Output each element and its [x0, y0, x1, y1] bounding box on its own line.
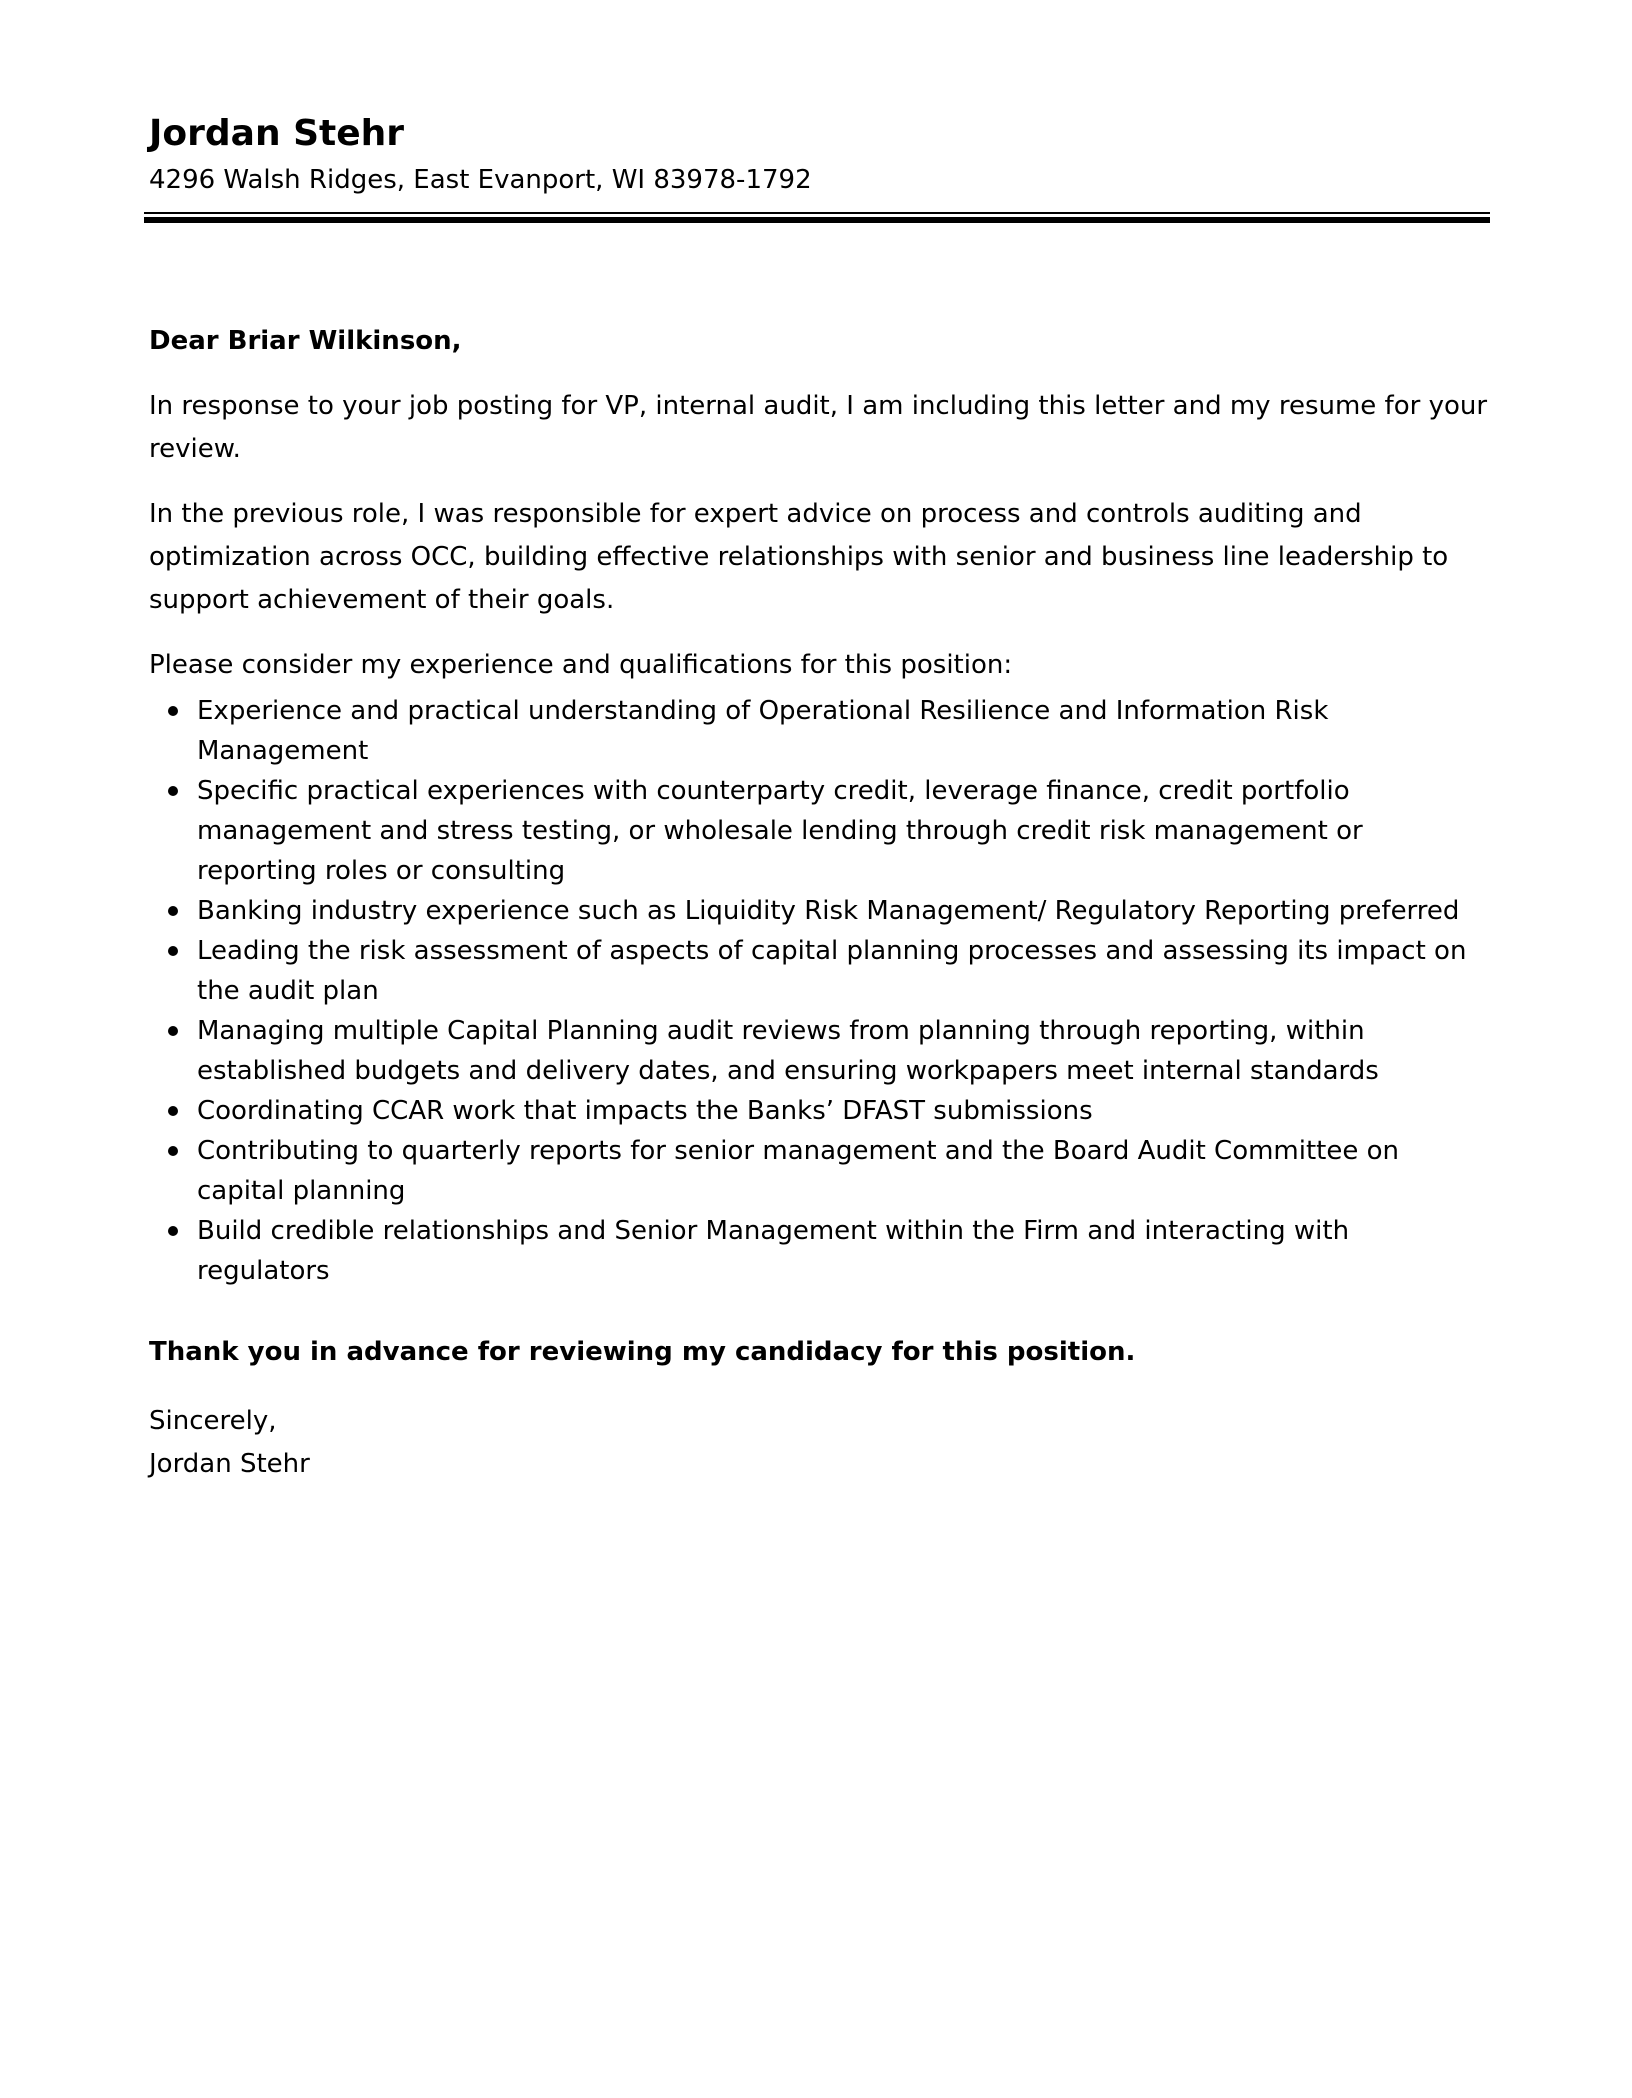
letter-body: [149, 320, 1489, 1486]
list-item: Build credible relationships and Senior Management within the Firm and interacting with regulators: [197, 1211, 1489, 1291]
letter-header: [149, 108, 1484, 200]
qualifications-list: [149, 691, 1489, 1291]
paragraph-previous-role: In the previous role, I was responsible for expert advice on process and controls auditing and optimization across OCC, building effective relationships with senior and business line leadership to support achievement of their goals.: [149, 499, 1449, 615]
list-item: Coordinating CCAR work that impacts the Banks’ DFAST submissions: [197, 1091, 1489, 1131]
signoff: Sincerely,: [149, 1406, 277, 1436]
bullet-icon: [168, 1146, 178, 1156]
signoff-block: [149, 1400, 1489, 1486]
signature-name: Jordan Stehr: [149, 1449, 310, 1479]
bullet-icon: [168, 1106, 178, 1116]
header-divider: [144, 212, 1490, 223]
paragraph-intro: In response to your job posting for VP, internal audit, I am including this letter and my resume for your review.: [149, 391, 1488, 464]
bullet-icon: [168, 786, 178, 796]
list-item: Specific practical experiences with counterparty credit, leverage finance, credit portfolio management and stress testing, or wholesale lending through credit risk management or reporting roles or consulting: [197, 771, 1489, 891]
bullet-icon: [168, 1226, 178, 1236]
salutation: Dear Briar Wilkinson,: [149, 326, 462, 356]
sender-address: 4296 Walsh Ridges, East Evanport, WI 83978-1792: [149, 165, 812, 195]
bullet-icon: [168, 906, 178, 916]
closing-statement: Thank you in advance for reviewing my candidacy for this position.: [149, 1337, 1136, 1367]
list-item: Banking industry experience such as Liquidity Risk Management/ Regulatory Reporting preferred: [197, 891, 1489, 931]
bullet-icon: [168, 1026, 178, 1036]
paragraph-qualifications-lead: Please consider my experience and qualifications for this position:: [149, 650, 1013, 680]
list-item: Leading the risk assessment of aspects of capital planning processes and assessing its impact on the audit plan: [197, 931, 1489, 1011]
sender-name: Jordan Stehr: [149, 113, 405, 154]
list-item: Experience and practical understanding of Operational Resilience and Information Risk Management: [197, 691, 1489, 771]
bullet-icon: [168, 946, 178, 956]
list-item: Managing multiple Capital Planning audit reviews from planning through reporting, within established budgets and delivery dates, and ensuring workpapers meet internal standards: [197, 1011, 1489, 1091]
bullet-icon: [168, 706, 178, 716]
list-item: Contributing to quarterly reports for senior management and the Board Audit Committee on capital planning: [197, 1131, 1489, 1211]
